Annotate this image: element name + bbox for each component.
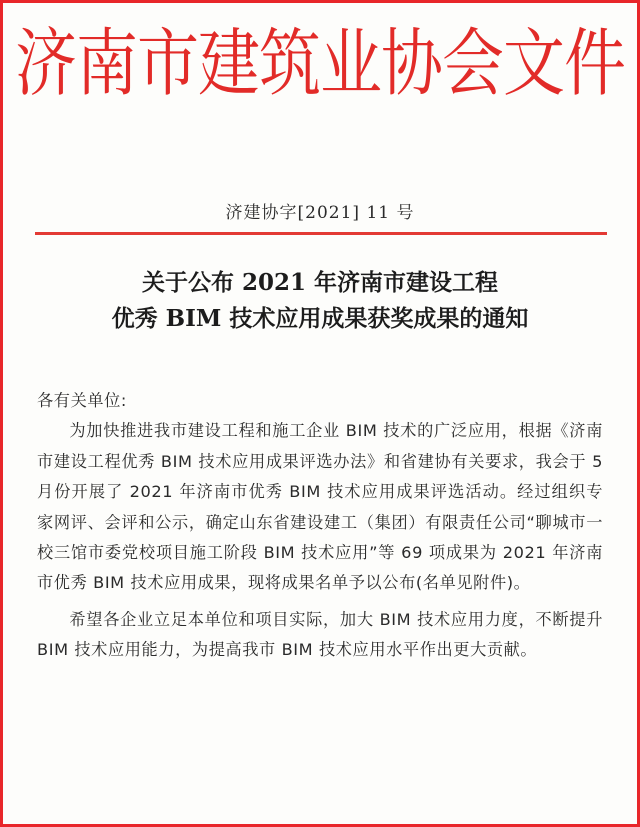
salutation: 各有关单位: bbox=[37, 391, 127, 410]
body-paragraph-2: 希望各企业立足本单位和项目实际，加大 BIM 技术应用力度，不断提升 BIM 技术应用能力，为提高我市 BIM 技术应用水平作出更大贡献。 bbox=[37, 609, 603, 660]
notice-title bbox=[3, 265, 637, 337]
notice-title-line-2: 优秀 BIM 技术应用成果获奖成果的通知 bbox=[111, 305, 529, 332]
body-paragraph-1: 为加快推进我市建设工程和施工企业 BIM 技术的广泛应用，根据《济南市建设工程优秀 BIM 技术应用成果评选办法》和省建协有关要求，我会于 5 月份开展了 2021 年济南市优秀 BIM 技术应用成果评选活动。经过组织专家网评、会评和公示，确定山东省建设建工（集团）有限责任公司“聊城市一校三馆市委党校项目施工阶段 BIM 技术应用”等 69 项成果为 2021 年济南市优秀 BIM 技术应用成果，现将成果名单予以公布(名单见附件)。 bbox=[37, 421, 603, 593]
notice-title-line-1: 关于公布 2021 年济南市建设工程 bbox=[141, 269, 499, 296]
notice-body bbox=[37, 386, 603, 666]
document-number: 济建协字[2021] 11 号 bbox=[225, 203, 415, 223]
red-divider-rule bbox=[35, 232, 607, 235]
issuer-header-title: 济南市建筑业协会文件 bbox=[14, 19, 625, 107]
